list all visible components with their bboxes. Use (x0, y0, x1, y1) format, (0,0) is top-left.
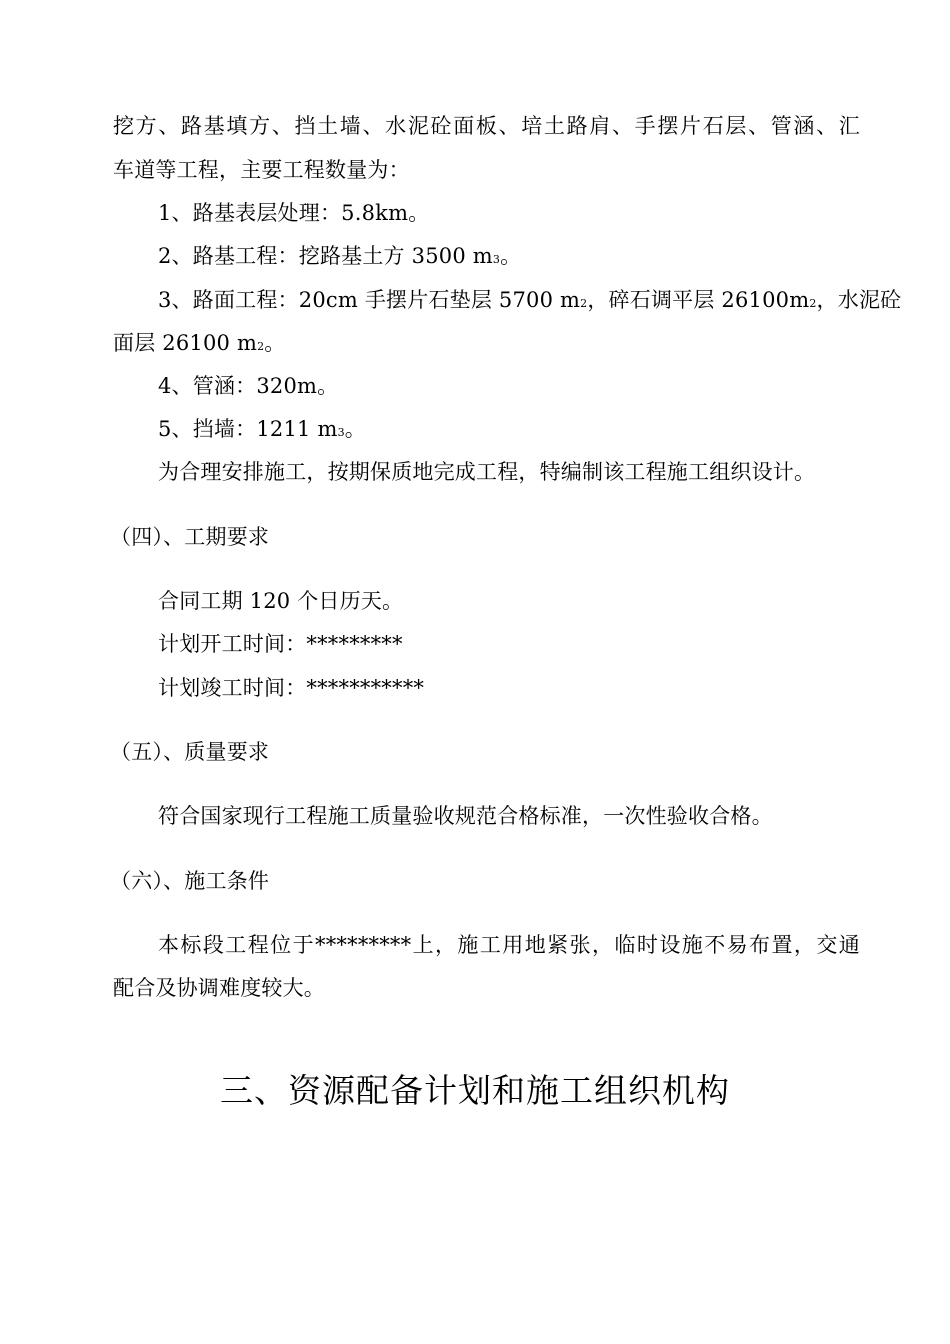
quantity-item-3-text-c: ，水泥砼 (816, 288, 902, 312)
unit-superscript: 2 (257, 340, 265, 353)
section-5-line-1: 符合国家现行工程施工质量验收规范合格标准，一次性验收合格。 (158, 804, 773, 828)
purpose-paragraph: 为合理安排施工，按期保质地完成工程，特编制该工程施工组织设计。 (158, 460, 816, 484)
unit-superscript: 2 (809, 297, 817, 310)
quantity-item-3-text-b: ，碎石调平层 26100m (587, 288, 810, 312)
quantity-item-2 (158, 241, 521, 275)
section-6-title: （六）、施工条件 (110, 869, 270, 893)
unit-superscript: 3 (492, 253, 501, 266)
section-6-line-2: 配合及协调难度较大。 (113, 976, 325, 1000)
quantity-item-3 (158, 285, 902, 319)
quantity-item-3-line-2-end: 。 (264, 331, 286, 355)
quantity-item-2-end: 。 (500, 244, 522, 268)
quantity-item-3-line-2-text: 面层 26100 m (113, 331, 258, 355)
quantity-item-3-line-2 (113, 328, 285, 362)
intro-line-2: 车道等工程，主要工程数量为： (113, 158, 410, 182)
section-4-line-3: 计划竣工时间：*********** (158, 676, 425, 700)
quantity-item-5-end: 。 (344, 417, 366, 441)
section-4-title: （四）、工期要求 (110, 525, 270, 549)
quantity-item-2-text: 2、路基工程：挖路基土方 3500 m (158, 244, 493, 268)
unit-superscript: 2 (580, 297, 588, 310)
section-6-line-1: 本标段工程位于*********上，施工用地紧张，临时设施不易布置，交通 (158, 933, 860, 957)
intro-line-1: 挖方、路基填方、挡土墙、水泥砼面板、培土路肩、手摆片石层、管涵、汇 (113, 114, 860, 138)
chapter-heading: 三、资源配备计划和施工组织机构 (220, 1071, 730, 1110)
quantity-item-4: 4、管涵：320m。 (158, 374, 339, 398)
quantity-item-5-text: 5、挡墙：1211 m (158, 417, 338, 441)
quantity-item-5 (158, 414, 366, 448)
quantity-item-3-text-a: 3、路面工程：20cm 手摆片石垫层 5700 m (158, 288, 581, 312)
unit-superscript: 3 (337, 426, 345, 439)
quantity-item-1: 1、路基表层处理：5.8km。 (158, 201, 430, 225)
section-5-title: （五）、质量要求 (110, 740, 270, 764)
section-4-line-1: 合同工期 120 个日历天。 (158, 589, 404, 613)
section-4-line-2: 计划开工时间：********* (158, 632, 403, 656)
